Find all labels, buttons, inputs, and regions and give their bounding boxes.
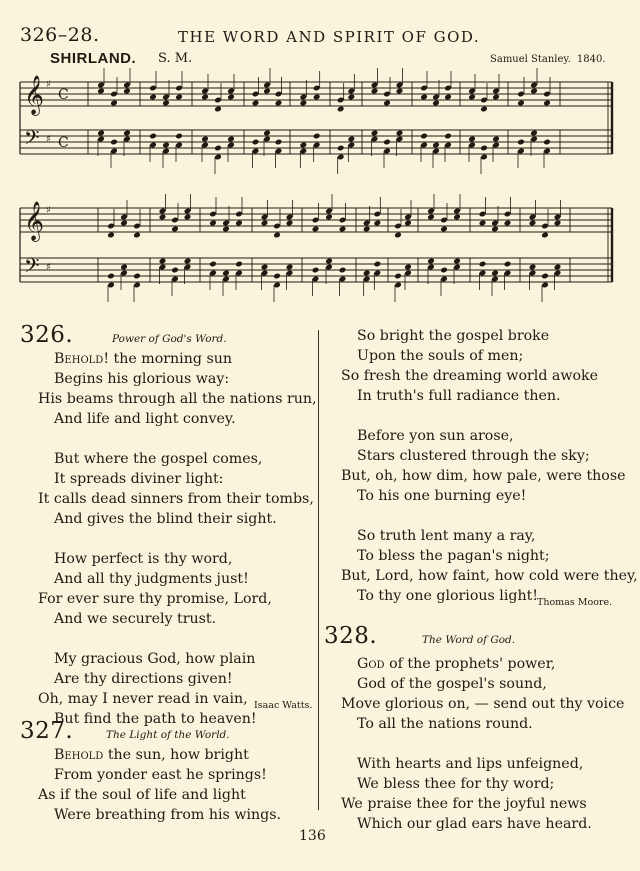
verse-line: So fresh the dreaming world awoke — [341, 368, 599, 384]
note-head — [214, 145, 222, 152]
note-head — [123, 88, 131, 95]
note-head — [227, 94, 235, 101]
bass-clef-icon: 𝄢 — [24, 126, 40, 154]
note-head — [420, 133, 428, 140]
note-head — [396, 88, 404, 95]
note-head — [110, 139, 118, 146]
note-head — [110, 100, 118, 107]
verse-line: From yonder east he springs! — [54, 767, 267, 783]
note-head — [275, 100, 283, 107]
note-head — [201, 136, 209, 143]
note-head — [440, 226, 448, 233]
note-head — [363, 226, 371, 233]
note-head — [162, 100, 170, 107]
note-head — [541, 232, 549, 239]
note-head — [97, 130, 105, 137]
note-head — [149, 133, 157, 140]
verse-line: So truth lent many a ray, — [357, 528, 536, 544]
note-head — [529, 220, 537, 227]
note-head — [339, 226, 347, 233]
verse-line: But where the gospel comes, — [54, 451, 263, 467]
verse-line: And life and light convey. — [54, 411, 236, 427]
verse-line: Were breathing from his wings. — [54, 807, 282, 823]
verse-line: But, Lord, how faint, how cold were they, — [341, 568, 638, 584]
note-head — [337, 145, 345, 152]
note-head — [235, 220, 243, 227]
note-head — [171, 226, 179, 233]
note-head — [171, 267, 179, 274]
note-head — [273, 232, 281, 239]
note-head — [123, 130, 131, 137]
verse-line: Begins his glorious way: — [54, 371, 230, 387]
verse-line: For ever sure thy promise, Lord, — [38, 591, 272, 607]
hymn-327-text-left — [38, 745, 281, 825]
first-word: Behold — [54, 747, 104, 763]
note-head — [427, 258, 435, 265]
hymn-327-author: Thomas Moore. — [537, 597, 613, 608]
column-divider — [318, 330, 319, 810]
verse-line: And gives the blind their sight. — [54, 511, 277, 527]
note-head — [371, 130, 379, 137]
page-number: 136 — [299, 828, 326, 844]
verse-line: Stars clustered through the sky; — [357, 448, 590, 464]
note-head — [404, 220, 412, 227]
verse-line: So bright the gospel broke — [357, 328, 550, 344]
note-head — [541, 273, 549, 280]
note-head — [371, 88, 379, 95]
note-head — [444, 94, 452, 101]
note-head — [313, 94, 321, 101]
verse-line: We bless thee for thy word; — [357, 776, 555, 792]
note-head — [252, 100, 260, 107]
note-head — [286, 264, 294, 271]
verse-line: It spreads diviner light: — [54, 471, 224, 487]
note-head — [107, 273, 115, 280]
music-score — [0, 0, 640, 320]
note-head — [453, 258, 461, 265]
verse-line: And all thy judgments just! — [54, 571, 249, 587]
composer-year: 1840. — [576, 54, 606, 65]
verse-line: Which our glad ears have heard. — [357, 816, 592, 832]
note-head — [325, 214, 333, 221]
verse-line: My gracious God, how plain — [54, 651, 256, 667]
note-head — [252, 139, 260, 146]
verse-line: But find the path to heaven! — [54, 711, 257, 727]
hymn-326-number: 326. — [20, 322, 74, 348]
sharp-icon: ♯ — [46, 79, 51, 90]
note-head — [261, 220, 269, 227]
note-head — [201, 94, 209, 101]
note-head — [120, 264, 128, 271]
note-head — [479, 261, 487, 268]
note-head — [263, 130, 271, 137]
note-head — [175, 133, 183, 140]
first-line-rest: ! the morning sun — [103, 351, 233, 367]
note-head — [420, 94, 428, 101]
treble-clef-icon: 𝄞 — [24, 75, 45, 115]
verse-line: Upon the souls of men; — [357, 348, 524, 364]
note-head — [453, 214, 461, 221]
note-head — [396, 130, 404, 137]
note-head — [339, 267, 347, 274]
note-head — [504, 261, 512, 268]
time-signature: C — [58, 87, 69, 103]
note-head — [363, 270, 371, 277]
verse-line: And we securely trust. — [54, 611, 217, 627]
verse-line: We praise thee for the joyful news — [341, 796, 587, 812]
note-head — [159, 214, 167, 221]
verse-line: In truth's full radiance then. — [357, 388, 561, 404]
time-signature: C — [58, 135, 69, 151]
note-head — [209, 261, 217, 268]
note-head — [517, 139, 525, 146]
verse-line: To bless the pagan's night; — [357, 548, 550, 564]
note-head — [300, 142, 308, 149]
note-head — [222, 270, 230, 277]
note-head — [286, 220, 294, 227]
note-head — [300, 100, 308, 107]
verse-line: His beams through all the nations run, — [38, 391, 317, 407]
hymn-327-number: 327. — [20, 718, 74, 744]
note-head — [383, 139, 391, 146]
hymn-328-title: The Word of God. — [422, 634, 516, 646]
hymn-328-number: 328. — [324, 623, 378, 649]
note-head — [348, 136, 356, 143]
verse-line: Move glorious on, — send out thy voice — [341, 696, 625, 712]
note-head — [404, 264, 412, 271]
hymn-327-text-right — [341, 326, 638, 606]
note-head — [107, 232, 115, 239]
first-word: God — [357, 656, 385, 672]
note-head — [159, 258, 167, 265]
note-head — [492, 94, 500, 101]
verse-line: Oh, may I never read in vain, — [38, 691, 248, 707]
header-hymn-range: 326–28. — [20, 24, 100, 46]
note-head — [504, 220, 512, 227]
note-head — [149, 94, 157, 101]
note-head — [312, 267, 320, 274]
note-head — [312, 226, 320, 233]
hymn-327-title: The Light of the World. — [106, 729, 230, 741]
hymn-328-text — [341, 654, 624, 834]
note-head — [222, 226, 230, 233]
note-head — [120, 220, 128, 227]
hymn-327-line-1 — [38, 745, 281, 765]
note-head — [348, 94, 356, 101]
note-head — [554, 220, 562, 227]
note-head — [97, 88, 105, 95]
verse-line: With hearts and lips unfeigned, — [357, 756, 584, 772]
hymn-328-line-1 — [341, 654, 624, 674]
verse-line: God of the gospel's sound, — [357, 676, 547, 692]
composer-name: Samuel Stanley. — [490, 54, 571, 65]
verse-line: It calls dead sinners from their tombs, — [38, 491, 314, 507]
verse-line: As if the soul of life and light — [38, 787, 246, 803]
header-title: THE WORD AND SPIRIT OF GOD. — [178, 28, 481, 46]
note-head — [440, 267, 448, 274]
note-head — [530, 88, 538, 95]
verse-line: Are thy directions given! — [54, 671, 233, 687]
note-head — [263, 88, 271, 95]
bass-clef-icon: 𝄢 — [24, 254, 40, 282]
note-head — [337, 106, 345, 113]
note-head — [479, 220, 487, 227]
note-head — [184, 258, 192, 265]
note-head — [273, 273, 281, 280]
hymn-326-text — [38, 349, 317, 729]
note-head — [543, 139, 551, 146]
verse-line: To thy one glorious light! — [357, 588, 539, 604]
note-head — [325, 258, 333, 265]
verse-line: Before yon sun arose, — [357, 428, 514, 444]
note-head — [374, 261, 382, 268]
note-head — [491, 226, 499, 233]
first-word: Behold — [54, 351, 104, 367]
note-head — [554, 264, 562, 271]
verse-line: To his one burning eye! — [357, 488, 527, 504]
note-head — [394, 232, 402, 239]
note-head — [491, 270, 499, 277]
sharp-icon: ♯ — [46, 134, 51, 145]
note-head — [133, 232, 141, 239]
note-head — [275, 139, 283, 146]
note-head — [394, 273, 402, 280]
sharp-icon: ♯ — [46, 205, 51, 216]
first-line-rest: of the prophets' power, — [384, 656, 556, 672]
note-head — [214, 106, 222, 113]
note-head — [227, 136, 235, 143]
note-head — [480, 106, 488, 113]
note-head — [529, 264, 537, 271]
verse-line: But, oh, how dim, how pale, were those — [341, 468, 626, 484]
note-head — [209, 220, 217, 227]
hymn-326-author: Isaac Watts. — [254, 700, 313, 711]
note-head — [235, 261, 243, 268]
note-head — [480, 145, 488, 152]
verse-line: To all the nations round. — [357, 716, 533, 732]
note-head — [530, 130, 538, 137]
note-head — [517, 100, 525, 107]
note-head — [468, 136, 476, 143]
tune-meter: S. M. — [158, 51, 193, 66]
note-head — [374, 220, 382, 227]
note-head — [162, 142, 170, 149]
note-head — [175, 94, 183, 101]
note-head — [444, 133, 452, 140]
tune-name: SHIRLAND. — [50, 50, 137, 67]
note-head — [184, 214, 192, 221]
sharp-icon: ♯ — [46, 262, 51, 273]
note-head — [133, 273, 141, 280]
note-head — [432, 100, 440, 107]
verse-line: How perfect is thy word, — [54, 551, 233, 567]
first-line-rest: the sun, how bright — [103, 747, 249, 763]
note-head — [492, 136, 500, 143]
note-head — [261, 264, 269, 271]
note-head — [468, 94, 476, 101]
note-head — [427, 214, 435, 221]
treble-clef-icon: 𝄞 — [24, 201, 45, 241]
note-head — [543, 100, 551, 107]
note-head — [432, 142, 440, 149]
hymn-326-line-1 — [38, 349, 317, 369]
note-head — [383, 100, 391, 107]
hymn-326-title: Power of God's Word. — [112, 333, 227, 345]
note-head — [313, 133, 321, 140]
